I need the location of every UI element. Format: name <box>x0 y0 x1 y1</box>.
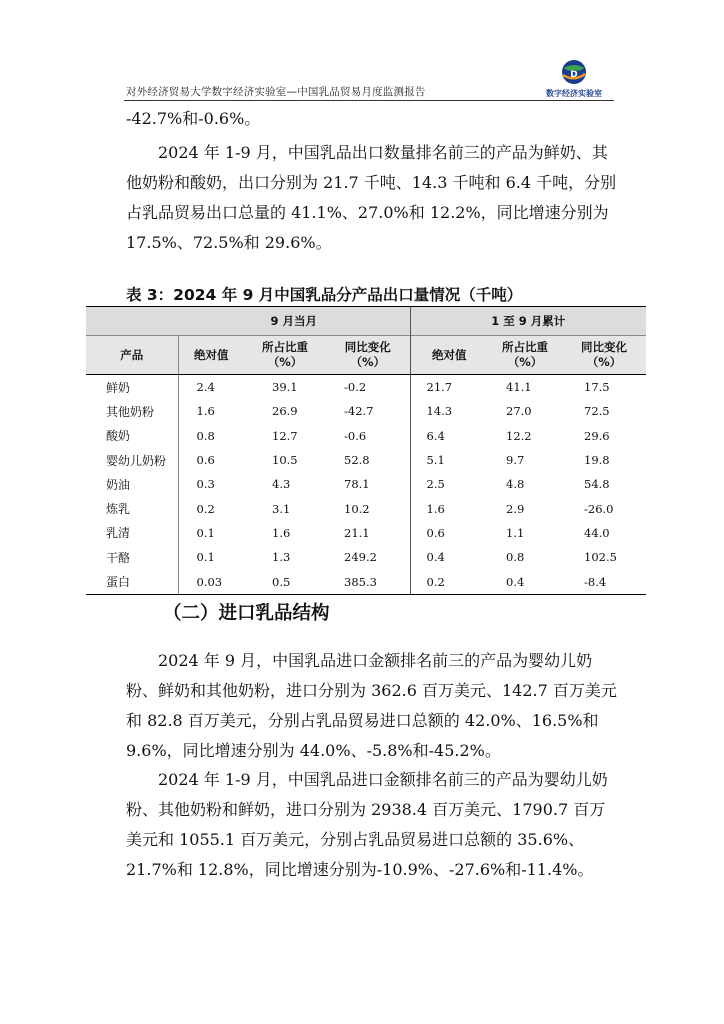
col-header-yoy-month: 同比变化 （%） <box>326 336 410 375</box>
blank-header-cell <box>86 307 178 336</box>
table-column-header-row <box>86 336 646 375</box>
table-row: 奶油 0.3 4.3 78.1 2.5 4.8 54.8 <box>86 472 646 496</box>
table-row: 蛋白 0.03 0.5 385.3 0.2 0.4 -8.4 <box>86 569 646 594</box>
section-title: （二）进口乳品结构 <box>163 603 330 624</box>
paragraph-continued: -42.7%和-0.6%。 <box>126 109 261 128</box>
table-row: 其他奶粉 1.6 26.9 -42.7 14.3 27.0 72.5 <box>86 399 646 423</box>
col-header-product: 产品 <box>86 336 178 375</box>
col-header-abs-month: 绝对值 <box>178 336 244 375</box>
group-header-month: 9 月当月 <box>178 307 410 336</box>
paragraph-import-ytd: 2024 年 1-9 月，中国乳品进口金额排名前三的产品为婴幼儿奶粉、其他奶粉和鲜奶，进口分别为 2938.4 百万美元、1790.7 百万美元和 1055.1 百万美元，分别占乳品贸易进口总额的 35.6%、21.7%和 12.8%，同比增速分别为-10.9%、-27.6%和-11.4%。 <box>126 770 608 879</box>
table-row: 炼乳 0.2 3.1 10.2 1.6 2.9 -26.0 <box>86 496 646 520</box>
col-header-abs-ytd: 绝对值 <box>410 336 488 375</box>
header-rule <box>124 100 614 101</box>
table-row: 婴幼儿奶粉 0.6 10.5 52.8 5.1 9.7 19.8 <box>86 448 646 472</box>
table-row: 干酪 0.1 1.3 249.2 0.4 0.8 102.5 <box>86 545 646 569</box>
col-header-share-ytd: 所占比重 （%） <box>488 336 562 375</box>
group-header-ytd: 1 至 9 月累计 <box>410 307 646 336</box>
lab-logo <box>534 58 614 98</box>
col-header-yoy-ytd: 同比变化 （%） <box>562 336 646 375</box>
table-group-header-row <box>86 307 646 336</box>
svg-text:D: D <box>570 70 578 80</box>
paragraph-export-ytd: 2024 年 1-9 月，中国乳品出口数量排名前三的产品为鲜奶、其他奶粉和酸奶，出口分别为 21.7 千吨、14.3 千吨和 6.4 千吨，分别占乳品贸易出口总量的 41.1%、27.0%和 12.2%，同比增速分别为 17.5%、72.5%和 29.6%。 <box>126 143 617 252</box>
table-row: 鲜奶 2.4 39.1 -0.2 21.7 41.1 17.5 <box>86 375 646 400</box>
table-row: 酸奶 0.8 12.7 -0.6 6.4 12.2 29.6 <box>86 424 646 448</box>
logo-caption: 数字经济实验室 <box>546 89 602 98</box>
paragraph-import-month: 2024 年 9 月，中国乳品进口金额排名前三的产品为婴幼儿奶粉、鲜奶和其他奶粉，进口分别为 362.6 百万美元、142.7 百万美元和 82.8 百万美元，分别占乳品贸易进口总额的 42.0%、16.5%和 9.6%，同比增速分别为 44.0%、-5.8%和-45.2%。 <box>126 651 617 760</box>
table-caption: 表 3：2024 年 9 月中国乳品分产品出口量情况（千吨） <box>126 286 523 304</box>
running-header: 对外经济贸易大学数字经济实验室—中国乳品贸易月度监测报告 <box>126 86 426 98</box>
globe-logo-icon <box>550 58 598 88</box>
export-product-table <box>86 306 646 595</box>
col-header-share-month: 所占比重 （%） <box>244 336 326 375</box>
table-row: 乳清 0.1 1.6 21.1 0.6 1.1 44.0 <box>86 521 646 545</box>
